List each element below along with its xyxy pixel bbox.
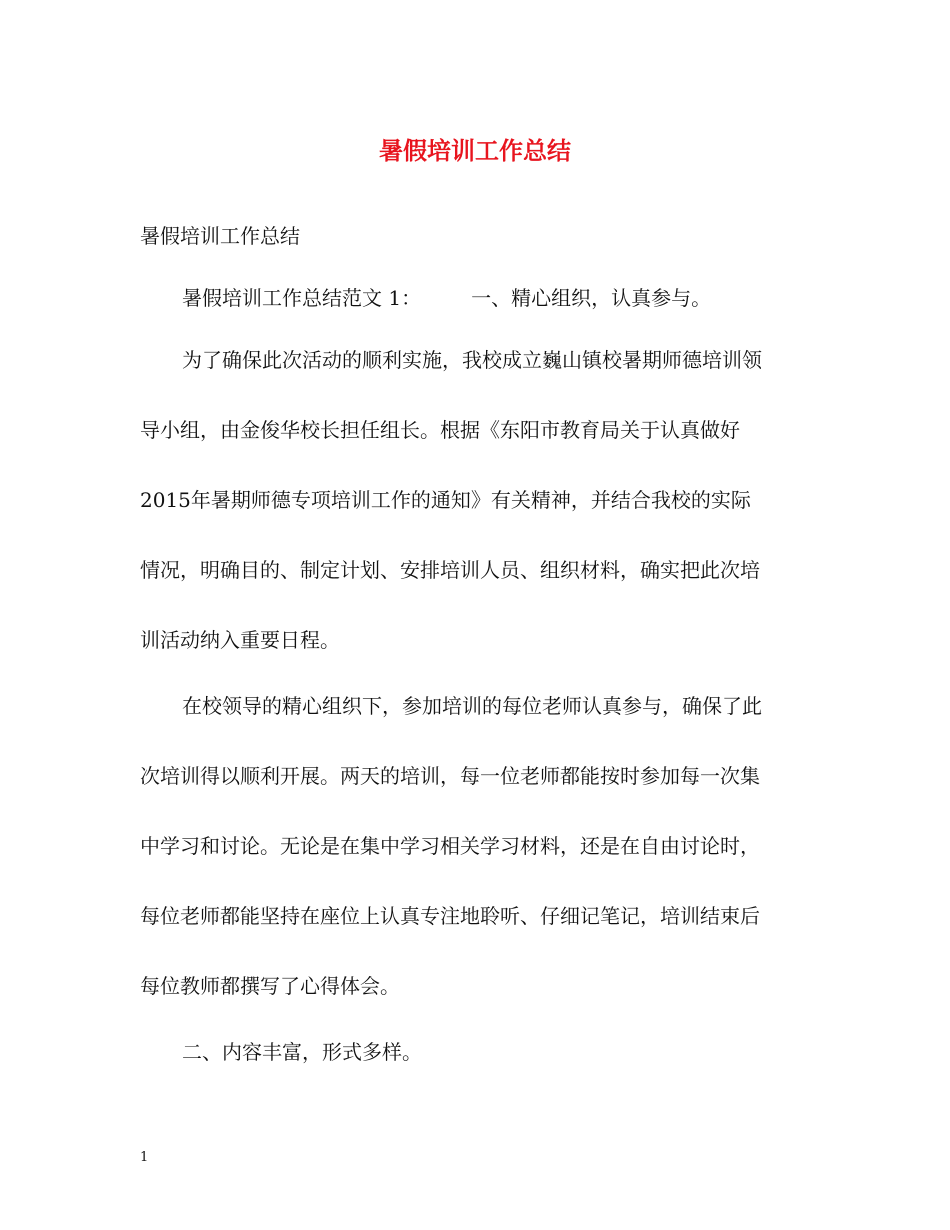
document-title: 暑假培训工作总结 <box>379 136 571 165</box>
paragraph-line: 情况，明确目的、制定计划、安排培训人员、组织材料，确实把此次培 <box>140 558 760 582</box>
paragraph-line: 训活动纳入重要日程。 <box>140 628 340 652</box>
paragraph-line: 在校领导的精心组织下，参加培训的每位老师认真参与，确保了此 <box>182 694 762 718</box>
paragraph-line: 中学习和讨论。无论是在集中学习相关学习材料，还是在自由讨论时， <box>140 834 760 858</box>
section-two-heading: 二、内容丰富，形式多样。 <box>182 1040 422 1064</box>
paragraph-line: 每位教师都撰写了心得体会。 <box>140 974 400 998</box>
page-number: 1 <box>140 1150 149 1165</box>
intro-line <box>182 284 862 312</box>
section-one-heading: 一、精心组织，认真参与。 <box>471 286 712 310</box>
section-heading: 暑假培训工作总结 <box>140 224 300 248</box>
paragraph-line: 2015年暑期师德专项培训工作的通知》有关精神，并结合我校的实际 <box>140 488 751 512</box>
paragraph-line: 为了确保此次活动的顺利实施，我校成立巍山镇校暑期师德培训领 <box>182 348 762 372</box>
paragraph-line: 次培训得以顺利开展。两天的培训，每一位老师都能按时参加每一次集 <box>140 764 760 788</box>
sample-label: 暑假培训工作总结范文 1： <box>182 286 422 310</box>
paragraph-line: 导小组，由金俊华校长担任组长。根据《东阳市教育局关于认真做好 <box>140 418 740 442</box>
paragraph-line: 每位老师都能坚持在座位上认真专注地聆听、仔细记笔记，培训结束后 <box>140 904 760 928</box>
